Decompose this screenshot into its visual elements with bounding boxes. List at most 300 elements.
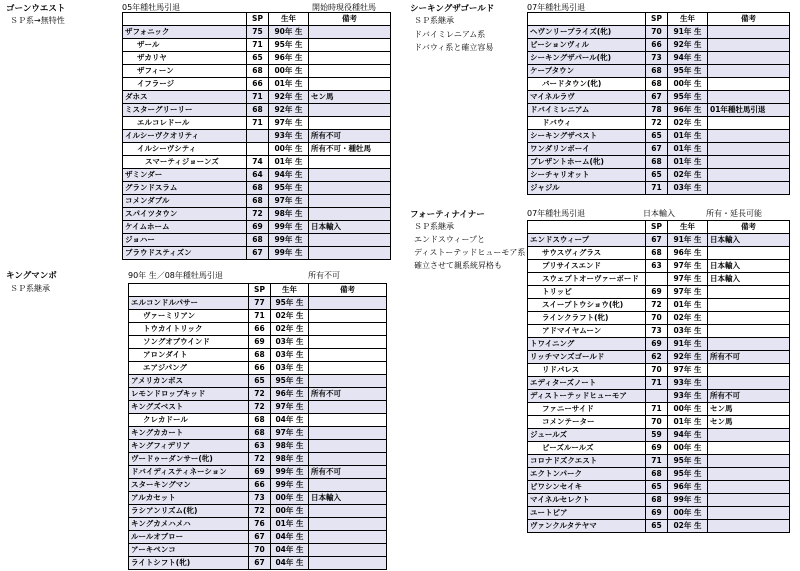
stallion-table-seeking-the-gold: [527, 12, 790, 195]
remarks: 日本輸入: [708, 273, 790, 286]
horse-name: ディストーテッドヒューモア: [528, 390, 646, 403]
horse-name: プレザントホーム(牝): [528, 156, 646, 169]
horse-name: ブラウドスティズン: [123, 247, 247, 260]
table-row: [528, 416, 790, 429]
section-note: ＳＰ系継承: [10, 284, 50, 293]
sp-value: 70: [646, 26, 668, 39]
sp-value: 68: [247, 195, 269, 208]
table-row: [528, 312, 790, 325]
sp-value: 67: [646, 91, 668, 104]
birth-year: 99年 生: [269, 221, 309, 234]
sp-value: 68: [646, 78, 668, 91]
horse-name: ヴードゥーダンサー(牝): [129, 453, 249, 466]
horse-name: ジョハー: [123, 234, 247, 247]
sp-value: 66: [249, 479, 271, 492]
sp-value: 68: [646, 494, 668, 507]
horse-name: ラインクラフト(牝): [528, 312, 646, 325]
horse-name: キングズベスト: [129, 401, 249, 414]
sp-value: 70: [646, 416, 668, 429]
table-row: [129, 518, 387, 531]
remarks: [309, 117, 391, 130]
birth-year: 01年 生: [668, 143, 708, 156]
birth-year: 95年 生: [668, 91, 708, 104]
remarks: [309, 505, 387, 518]
remarks: 日本輸入: [309, 221, 391, 234]
horse-name: ジュールズ: [528, 429, 646, 442]
horse-name: コロナドズクエスト: [528, 455, 646, 468]
remarks: [309, 26, 391, 39]
horse-name: イルシーヴシティ: [123, 143, 247, 156]
remarks: [309, 336, 387, 349]
remarks: [309, 544, 387, 557]
horse-name: コメンダブル: [123, 195, 247, 208]
header-year: 生年: [668, 13, 708, 26]
table-row: [123, 65, 391, 78]
header-remarks: 備考: [309, 284, 387, 297]
section-note: エンドスウィープと: [414, 235, 486, 244]
horse-name: ジャジル: [528, 182, 646, 195]
birth-year: 97年 生: [271, 401, 309, 414]
sp-value: 72: [249, 401, 271, 414]
birth-year: 95年 生: [668, 455, 708, 468]
table-row: [528, 52, 790, 65]
horse-name: ミスターグリーリー: [123, 104, 247, 117]
birth-year: 97年 生: [668, 286, 708, 299]
birth-year: 98年 生: [271, 440, 309, 453]
sp-value: 75: [247, 26, 269, 39]
table-row: [129, 362, 387, 375]
sp-value: 71: [646, 403, 668, 416]
header-sp: SP: [249, 284, 271, 297]
birth-year: 91年 生: [668, 26, 708, 39]
remarks: [309, 247, 391, 260]
table-row: [528, 520, 790, 533]
remarks: 所有不可: [708, 351, 790, 364]
sp-value: 66: [249, 362, 271, 375]
horse-name: ビーションヴィル: [528, 39, 646, 52]
birth-year: 01年 生: [668, 130, 708, 143]
sp-value: 68: [249, 414, 271, 427]
horse-name: レモンドロップキッド: [129, 388, 249, 401]
sp-value: 65: [646, 481, 668, 494]
birth-year: 01年 生: [668, 299, 708, 312]
table-row: [528, 169, 790, 182]
header-sp: SP: [646, 13, 668, 26]
horse-name: ルールオブロー: [129, 531, 249, 544]
section-info: 所有・延長可能: [706, 209, 762, 218]
sp-value: 72: [249, 453, 271, 466]
birth-year: 98年 生: [271, 453, 309, 466]
sp-value: 59: [646, 429, 668, 442]
horse-name: ザール: [123, 39, 247, 52]
remarks: [309, 453, 387, 466]
remarks: [708, 65, 790, 78]
horse-name: ユートピア: [528, 507, 646, 520]
horse-name: キングフィデリア: [129, 440, 249, 453]
section-note: ＳＰ系継承: [414, 222, 454, 231]
remarks: 所有不可: [309, 130, 391, 143]
sp-value: 67: [247, 247, 269, 260]
remarks: [309, 375, 387, 388]
horse-name: アドマイヤムーン: [528, 325, 646, 338]
sp-value: 71: [646, 377, 668, 390]
sp-value: 67: [249, 531, 271, 544]
header-name: [123, 13, 247, 26]
birth-year: 95年 生: [668, 65, 708, 78]
remarks: [708, 455, 790, 468]
birth-year: 00年 生: [668, 507, 708, 520]
sp-value: 76: [249, 518, 271, 531]
section-info: 07年種牡馬引退: [527, 3, 586, 12]
sp-value: 70: [249, 544, 271, 557]
sp-value: 68: [247, 182, 269, 195]
horse-name: キングカカート: [129, 427, 249, 440]
horse-name: トワイニング: [528, 338, 646, 351]
table-row: [528, 481, 790, 494]
table-row: [123, 156, 391, 169]
table-row: [123, 234, 391, 247]
sp-value: 71: [646, 182, 668, 195]
horse-name: シーキングザベスト: [528, 130, 646, 143]
horse-name: エルコンドルパサー: [129, 297, 249, 310]
sp-value: 66: [247, 78, 269, 91]
header-remarks: 備考: [309, 13, 391, 26]
header-year: 生年: [668, 221, 708, 234]
remarks: [708, 481, 790, 494]
table-row: [123, 182, 391, 195]
horse-name: マイネルラヴ: [528, 91, 646, 104]
section-note: 確立させて親系統昇格も: [414, 261, 502, 270]
birth-year: 94年 生: [668, 429, 708, 442]
birth-year: 99年 生: [269, 247, 309, 260]
remarks: [309, 52, 391, 65]
header-name: [528, 221, 646, 234]
sp-value: 68: [247, 234, 269, 247]
remarks: [708, 468, 790, 481]
table-row: [528, 26, 790, 39]
sp-value: [247, 143, 269, 156]
sp-value: 68: [646, 65, 668, 78]
remarks: [309, 310, 387, 323]
table-row: [528, 117, 790, 130]
table-row: [123, 78, 391, 91]
table-header-row: [528, 221, 790, 234]
remarks: [708, 312, 790, 325]
remarks: [708, 494, 790, 507]
section-info: 所有不可: [308, 271, 340, 280]
remarks: [708, 507, 790, 520]
table-row: [528, 429, 790, 442]
sp-value: 67: [646, 234, 668, 247]
sp-value: 68: [249, 349, 271, 362]
sp-value: 77: [249, 297, 271, 310]
table-row: [528, 390, 790, 403]
remarks: セン馬: [309, 91, 391, 104]
table-row: [528, 455, 790, 468]
table-row: [129, 466, 387, 479]
remarks: [309, 234, 391, 247]
sp-value: 69: [646, 286, 668, 299]
remarks: [708, 286, 790, 299]
table-row: [528, 403, 790, 416]
sp-value: 68: [249, 427, 271, 440]
section-info: 90年 生／08年種牡馬引退: [128, 271, 223, 280]
remarks: [708, 91, 790, 104]
birth-year: 04年 生: [271, 531, 309, 544]
table-row: [528, 299, 790, 312]
horse-name: ケイムホーム: [123, 221, 247, 234]
remarks: [309, 39, 391, 52]
remarks: [309, 479, 387, 492]
remarks: [708, 182, 790, 195]
table-row: [528, 91, 790, 104]
remarks: [309, 362, 387, 375]
remarks: [708, 364, 790, 377]
remarks: 所有不可・種牡馬: [309, 143, 391, 156]
section-title-gone-west: ゴーンウエスト: [6, 4, 66, 14]
birth-year: 91年 生: [668, 338, 708, 351]
horse-name: ヴァンクルタテヤマ: [528, 520, 646, 533]
horse-name: シーチャリオット: [528, 169, 646, 182]
table-row: [528, 507, 790, 520]
sp-value: 72: [646, 299, 668, 312]
horse-name: エディターズノート: [528, 377, 646, 390]
birth-year: 03年 生: [668, 182, 708, 195]
remarks: [309, 531, 387, 544]
birth-year: 92年 生: [269, 104, 309, 117]
horse-name: コメンテーター: [528, 416, 646, 429]
birth-year: 02年 生: [668, 312, 708, 325]
header-year: 生年: [269, 13, 309, 26]
table-row: [528, 39, 790, 52]
table-row: [123, 104, 391, 117]
birth-year: 02年 生: [668, 520, 708, 533]
birth-year: 96年 生: [668, 247, 708, 260]
birth-year: 93年 生: [269, 130, 309, 143]
remarks: セン馬: [708, 416, 790, 429]
sp-value: 71: [247, 117, 269, 130]
horse-name: バードタウン(牝): [528, 78, 646, 91]
horse-name: スマーティジョーンズ: [123, 156, 247, 169]
horse-name: トリッピ: [528, 286, 646, 299]
sp-value: 69: [646, 507, 668, 520]
sp-value: 65: [646, 520, 668, 533]
sp-value: 65: [646, 130, 668, 143]
table-row: [528, 143, 790, 156]
remarks: [309, 427, 387, 440]
birth-year: 00年 生: [271, 505, 309, 518]
sp-value: 69: [249, 336, 271, 349]
remarks: [708, 39, 790, 52]
birth-year: 96年 生: [271, 388, 309, 401]
sp-value: 68: [247, 65, 269, 78]
horse-name: イルシーヴクオリティ: [123, 130, 247, 143]
table-row: [129, 297, 387, 310]
table-row: [129, 323, 387, 336]
remarks: [309, 401, 387, 414]
table-row: [528, 130, 790, 143]
horse-name: マイネルセレクト: [528, 494, 646, 507]
table-row: [129, 349, 387, 362]
remarks: 所有不可: [708, 390, 790, 403]
birth-year: 99年 生: [668, 494, 708, 507]
remarks: [309, 104, 391, 117]
section-note: ＳＰ系継承: [414, 16, 454, 25]
section-title-forty-niner: フォーティナイナー: [410, 210, 485, 220]
birth-year: 01年 生: [269, 156, 309, 169]
birth-year: 92年 生: [269, 91, 309, 104]
birth-year: 92年 生: [668, 39, 708, 52]
horse-name: ビーズルールズ: [528, 442, 646, 455]
horse-name: スイープトウショウ(牝): [528, 299, 646, 312]
remarks: [708, 26, 790, 39]
remarks: セン馬: [708, 403, 790, 416]
sp-value: 71: [249, 310, 271, 323]
sp-value: 66: [249, 323, 271, 336]
birth-year: 04年 生: [271, 544, 309, 557]
sp-value: 64: [247, 169, 269, 182]
birth-year: 02年 生: [668, 169, 708, 182]
birth-year: 96年 生: [668, 481, 708, 494]
birth-year: 97年 生: [668, 273, 708, 286]
remarks: 所有不可: [309, 388, 387, 401]
horse-name: ラシアンリズム(牝): [129, 505, 249, 518]
table-row: [129, 440, 387, 453]
table-row: [123, 52, 391, 65]
table-row: [528, 234, 790, 247]
table-row: [528, 78, 790, 91]
sp-value: 72: [247, 208, 269, 221]
birth-year: 98年 生: [269, 208, 309, 221]
horse-name: ライトシフト(牝): [129, 557, 249, 570]
sp-value: 68: [247, 104, 269, 117]
table-row: [528, 377, 790, 390]
horse-name: トウカイトリック: [129, 323, 249, 336]
birth-year: 02年 生: [271, 323, 309, 336]
section-note: ドバイミレニアム系: [414, 30, 486, 39]
remarks: [708, 130, 790, 143]
table-row: [123, 26, 391, 39]
horse-name: ザミンダー: [123, 169, 247, 182]
remarks: [708, 299, 790, 312]
sp-value: 65: [247, 52, 269, 65]
table-row: [123, 39, 391, 52]
remarks: [309, 208, 391, 221]
birth-year: 03年 生: [271, 362, 309, 375]
table-row: [129, 557, 387, 570]
sp-value: 72: [249, 505, 271, 518]
table-row: [129, 388, 387, 401]
remarks: [708, 143, 790, 156]
table-row: [528, 104, 790, 117]
table-row: [528, 273, 790, 286]
header-year: 生年: [271, 284, 309, 297]
birth-year: 00年 生: [271, 492, 309, 505]
header-remarks: 備考: [708, 221, 790, 234]
remarks: [309, 169, 391, 182]
table-row: [129, 492, 387, 505]
birth-year: 01年 生: [269, 78, 309, 91]
table-row: [123, 208, 391, 221]
remarks: [309, 182, 391, 195]
sp-value: 73: [646, 52, 668, 65]
table-row: [528, 325, 790, 338]
table-row: [528, 247, 790, 260]
birth-year: 97年 生: [668, 364, 708, 377]
birth-year: 01年 生: [271, 518, 309, 531]
sp-value: [247, 130, 269, 143]
sp-value: 71: [247, 91, 269, 104]
table-header-row: [129, 284, 387, 297]
table-row: [129, 375, 387, 388]
remarks: [708, 325, 790, 338]
birth-year: 04年 生: [271, 414, 309, 427]
table-row: [129, 505, 387, 518]
remarks: [309, 349, 387, 362]
sp-value: 73: [249, 492, 271, 505]
horse-name: ドバイディスティネーション: [129, 466, 249, 479]
horse-name: リドパレス: [528, 364, 646, 377]
table-header-row: [123, 13, 391, 26]
table-row: [528, 442, 790, 455]
section-note: ＳＰ系→無特性: [10, 16, 65, 25]
section-title-seeking-the-gold: シーキングザゴールド: [410, 4, 495, 14]
sp-value: 68: [646, 468, 668, 481]
birth-year: 00年 生: [668, 403, 708, 416]
birth-year: 95年 生: [668, 468, 708, 481]
remarks: 01年種牡馬引退: [708, 104, 790, 117]
remarks: [708, 78, 790, 91]
birth-year: 93年 生: [668, 377, 708, 390]
sp-value: 65: [646, 169, 668, 182]
remarks: [708, 338, 790, 351]
table-row: [129, 544, 387, 557]
birth-year: 95年 生: [271, 375, 309, 388]
table-row: [123, 143, 391, 156]
sp-value: 65: [249, 375, 271, 388]
section-note: ディストーテッドヒューモア系: [414, 248, 526, 257]
remarks: 日本輸入: [309, 492, 387, 505]
table-row: [123, 169, 391, 182]
table-row: [129, 310, 387, 323]
section-note: ドバウィ系と確立容易: [414, 43, 494, 52]
birth-year: 01年 生: [668, 416, 708, 429]
sp-value: 69: [646, 338, 668, 351]
header-sp: SP: [247, 13, 269, 26]
table-row: [123, 91, 391, 104]
section-info: 日本輸入: [643, 209, 675, 218]
table-row: [123, 221, 391, 234]
horse-name: アルカセット: [129, 492, 249, 505]
remarks: [708, 247, 790, 260]
stallion-table-gone-west: [122, 12, 391, 260]
birth-year: 94年 生: [668, 52, 708, 65]
table-row: [528, 182, 790, 195]
horse-name: ファニーサイド: [528, 403, 646, 416]
birth-year: 96年 生: [668, 104, 708, 117]
table-row: [528, 65, 790, 78]
horse-name: エクトンパーク: [528, 468, 646, 481]
birth-year: 02年 生: [271, 310, 309, 323]
horse-name: スターキングマン: [129, 479, 249, 492]
table-row: [129, 479, 387, 492]
horse-name: キングカメハメハ: [129, 518, 249, 531]
table-header-row: [528, 13, 790, 26]
remarks: 日本輸入: [708, 260, 790, 273]
table-row: [123, 247, 391, 260]
table-row: [528, 338, 790, 351]
birth-year: 97年 生: [269, 117, 309, 130]
